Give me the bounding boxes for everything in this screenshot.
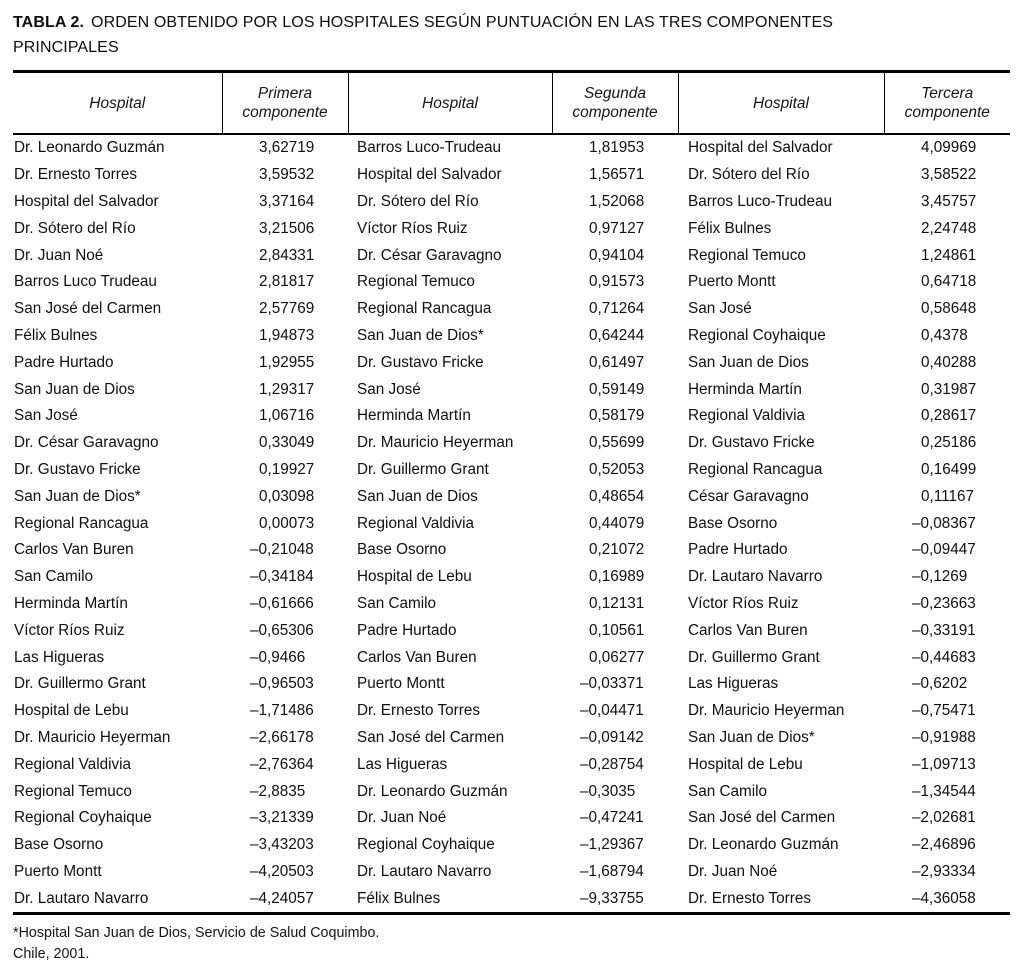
table-row (13, 189, 1010, 216)
hospital-name: Herminda Martín (14, 594, 128, 612)
component-score: 2,57769 (259, 300, 315, 318)
hospital-name: Dr. Gustavo Fricke (14, 460, 141, 478)
hospital-name: Dr. Guillermo Grant (357, 460, 489, 478)
hospital-name: Carlos Van Buren (14, 541, 134, 559)
component-score: –0,44683 (912, 648, 976, 666)
hospital-name: Regional Valdivia (688, 407, 806, 425)
hospital-name: San Juan de Dios* (14, 487, 141, 505)
component-score: 0,03098 (259, 487, 315, 505)
hospital-name: Regional Valdivia (14, 755, 132, 773)
hospital-name: Hospital de Lebu (688, 755, 803, 773)
component-score: –0,6202 (912, 675, 968, 693)
table-row (13, 323, 1010, 350)
hospital-name: Barros Luco-Trudeau (688, 192, 832, 210)
hospital-name: San Juan de Dios* (357, 326, 484, 344)
component-score: –1,68794 (580, 862, 644, 880)
hospital-name: Dr. Guillermo Grant (14, 675, 146, 693)
hospital-name: Regional Coyhaique (14, 809, 152, 827)
header-first-component: Primera componente (222, 72, 348, 135)
component-score: 0,10561 (589, 621, 645, 639)
table-row (13, 483, 1010, 510)
hospital-name: Puerto Montt (357, 675, 445, 693)
table-row (13, 671, 1010, 698)
header-third-component: Tercera componente (884, 72, 1010, 135)
hospital-name: Base Osorno (357, 541, 447, 559)
hospital-name: Puerto Montt (688, 273, 776, 291)
component-score: –3,43203 (250, 836, 314, 854)
component-score: 0,55699 (589, 434, 645, 452)
component-score: 0,58648 (921, 300, 977, 318)
component-score: –0,23663 (912, 594, 976, 612)
hospital-name: Dr. Ernesto Torres (14, 166, 137, 184)
hospital-name: Herminda Martín (688, 380, 802, 398)
hospital-name: San José (14, 407, 78, 425)
footnote-country-year: Chile, 2001. (13, 946, 90, 963)
component-score: –0,33191 (912, 621, 976, 639)
component-score: 3,58522 (921, 166, 977, 184)
hospital-name: Padre Hurtado (14, 353, 114, 371)
component-score: 1,06716 (259, 407, 315, 425)
component-score: 0,21072 (589, 541, 645, 559)
component-score: 0,48654 (589, 487, 645, 505)
component-score: 0,00073 (259, 514, 315, 532)
component-score: –0,91988 (912, 728, 976, 746)
hospital-name: San José (688, 300, 752, 318)
table-row (13, 564, 1010, 591)
hospital-name: Dr. Ernesto Torres (357, 702, 480, 720)
component-score: 0,61497 (589, 353, 645, 371)
table-row (13, 537, 1010, 564)
table-row (13, 885, 1010, 913)
hospital-name: Regional Rancagua (357, 300, 492, 318)
component-score: –0,09142 (580, 728, 644, 746)
header-second-component: Segunda componente (552, 72, 678, 135)
table-title (13, 10, 1010, 60)
component-score: 1,29317 (259, 380, 315, 398)
hospital-name: Víctor Ríos Ruiz (14, 621, 125, 639)
hospital-name: San José del Carmen (357, 728, 505, 746)
hospital-name: Dr. Gustavo Fricke (357, 353, 484, 371)
table-title-line1: ORDEN OBTENIDO POR LOS HOSPITALES SEGÚN PUNTUACIÓN EN LAS TRES COMPONENTES (91, 14, 834, 31)
hospital-name: Dr. Juan Noé (357, 809, 447, 827)
component-score: –0,09447 (912, 541, 976, 559)
component-score: –2,46896 (912, 836, 976, 854)
component-score: –2,8835 (250, 782, 306, 800)
component-score: –1,29367 (580, 836, 644, 854)
table-row (13, 617, 1010, 644)
component-score: –2,02681 (912, 809, 976, 827)
table-body (13, 134, 1010, 914)
component-score: 0,71264 (589, 300, 645, 318)
hospital-name: Dr. Leonardo Guzmán (688, 836, 839, 854)
table-row (13, 591, 1010, 618)
component-score: 1,92955 (259, 353, 315, 371)
component-score: 1,81953 (589, 139, 645, 157)
table-row (13, 832, 1010, 859)
component-score: 2,24748 (921, 219, 977, 237)
hospital-name: San José del Carmen (688, 809, 836, 827)
component-score: 2,81817 (259, 273, 315, 291)
table-row (13, 859, 1010, 886)
hospital-name: Regional Coyhaique (688, 326, 826, 344)
hospital-name: Regional Temuco (357, 273, 475, 291)
hospital-name: César Garavagno (688, 487, 809, 505)
component-score: –0,47241 (580, 809, 644, 827)
hospital-name: Dr. Leonardo Guzmán (14, 139, 165, 157)
table-row (13, 296, 1010, 323)
component-score: 1,56571 (589, 166, 645, 184)
hospital-name: San Juan de Dios (688, 353, 809, 371)
hospital-name: Regional Temuco (688, 246, 806, 264)
component-score: –0,3035 (580, 782, 636, 800)
header-hospital-2: Hospital (348, 72, 552, 135)
component-score: 4,09969 (921, 139, 977, 157)
component-score: –2,93334 (912, 862, 976, 880)
hospital-name: Dr. Guillermo Grant (688, 648, 820, 666)
hospital-name: Las Higueras (357, 755, 448, 773)
component-score: 1,94873 (259, 326, 315, 344)
hospital-name: Dr. Juan Noé (14, 246, 104, 264)
hospital-name: Dr. Juan Noé (688, 862, 778, 880)
component-score: 0,25186 (921, 434, 977, 452)
hospital-name: Dr. Mauricio Heyerman (14, 728, 171, 746)
component-score: 0,91573 (589, 273, 645, 291)
hospital-name: Dr. César Garavagno (357, 246, 502, 264)
component-score: –0,21048 (250, 541, 314, 559)
table-row (13, 403, 1010, 430)
component-score: –0,61666 (250, 594, 314, 612)
hospital-name: Dr. Ernesto Torres (688, 889, 811, 907)
table-row (13, 751, 1010, 778)
footnote-asterisk: *Hospital San Juan de Dios, Servicio de Salud Coquimbo. (13, 925, 380, 942)
hospital-name: Carlos Van Buren (357, 648, 477, 666)
component-score: 3,45757 (921, 192, 977, 210)
hospital-name: San Camilo (688, 782, 768, 800)
hospital-name: Félix Bulnes (688, 219, 772, 237)
table-row (13, 162, 1010, 189)
component-score: 0,59149 (589, 380, 645, 398)
component-score: –0,65306 (250, 621, 314, 639)
header-hospital-3: Hospital (678, 72, 884, 135)
component-score: 0,64244 (589, 326, 645, 344)
table-row (13, 778, 1010, 805)
component-score: –0,04471 (580, 702, 644, 720)
table-row (13, 644, 1010, 671)
hospital-name: Hospital del Salvador (14, 192, 159, 210)
table-row (13, 349, 1010, 376)
hospital-name: Dr. Mauricio Heyerman (688, 702, 845, 720)
component-score: 3,62719 (259, 139, 315, 157)
hospital-name: Padre Hurtado (357, 621, 457, 639)
component-score: 0,06277 (589, 648, 645, 666)
component-score: –0,75471 (912, 702, 976, 720)
table-row (13, 805, 1010, 832)
hospital-name: Base Osorno (688, 514, 778, 532)
table-row (13, 725, 1010, 752)
hospital-name: Las Higueras (14, 648, 105, 666)
hospital-name: Hospital del Salvador (688, 139, 833, 157)
component-score: –9,33755 (580, 889, 644, 907)
hospital-name: San Juan de Dios (357, 487, 478, 505)
hospital-components-table (13, 70, 1010, 915)
hospital-name: San Camilo (14, 568, 94, 586)
table-row (13, 215, 1010, 242)
component-score: 3,21506 (259, 219, 315, 237)
table-row (13, 698, 1010, 725)
component-score: 0,11167 (921, 487, 975, 505)
hospital-name: Puerto Montt (14, 862, 102, 880)
hospital-name: Dr. Leonardo Guzmán (357, 782, 508, 800)
component-score: 0,40288 (921, 353, 977, 371)
table-row (13, 134, 1010, 162)
component-score: 1,24861 (921, 246, 977, 264)
component-score: 0,19927 (259, 460, 315, 478)
component-score: 0,16499 (921, 460, 977, 478)
component-score: –1,34544 (912, 782, 976, 800)
hospital-name: Regional Coyhaique (357, 836, 495, 854)
component-score: 0,16989 (589, 568, 645, 586)
component-score: –4,20503 (250, 862, 314, 880)
table-row (13, 510, 1010, 537)
hospital-name: Regional Rancagua (14, 514, 149, 532)
component-score: –1,09713 (912, 755, 976, 773)
hospital-name: San Camilo (357, 594, 437, 612)
table-number-label: TABLA 2. (13, 14, 85, 31)
component-score: 2,84331 (259, 246, 315, 264)
hospital-name: San Juan de Dios (14, 380, 135, 398)
component-score: 3,37164 (259, 192, 315, 210)
hospital-name: Dr. Sótero del Río (688, 166, 810, 184)
hospital-name: Víctor Ríos Ruiz (357, 219, 468, 237)
hospital-name: Dr. Mauricio Heyerman (357, 434, 514, 452)
component-score: –0,9466 (250, 648, 306, 666)
hospital-name: Dr. Sótero del Río (14, 219, 136, 237)
hospital-name: Barros Luco Trudeau (14, 273, 157, 291)
component-score: 0,64718 (921, 273, 977, 291)
component-score: 0,58179 (589, 407, 645, 425)
component-score: 0,28617 (921, 407, 977, 425)
table-header (13, 72, 1010, 135)
component-score: –4,36058 (912, 889, 976, 907)
hospital-name: Barros Luco-Trudeau (357, 139, 501, 157)
hospital-name: Dr. Lautaro Navarro (14, 889, 149, 907)
component-score: –0,08367 (912, 514, 976, 532)
hospital-name: Regional Temuco (14, 782, 132, 800)
component-score: 0,97127 (589, 219, 645, 237)
hospital-name: Base Osorno (14, 836, 104, 854)
hospital-name: Hospital del Salvador (357, 166, 502, 184)
component-score: –4,24057 (250, 889, 314, 907)
hospital-name: Hospital de Lebu (357, 568, 472, 586)
component-score: –0,1269 (912, 568, 968, 586)
table-row (13, 457, 1010, 484)
component-score: 0,94104 (589, 246, 645, 264)
component-score: –0,34184 (250, 568, 314, 586)
component-score: 0,4378 (921, 326, 968, 344)
component-score: 0,52053 (589, 460, 645, 478)
hospital-name: Félix Bulnes (357, 889, 441, 907)
component-score: 3,59532 (259, 166, 315, 184)
component-score: –0,96503 (250, 675, 314, 693)
component-score: 0,31987 (921, 380, 977, 398)
hospital-name: Hospital de Lebu (14, 702, 129, 720)
component-score: 0,44079 (589, 514, 645, 532)
hospital-name: Dr. Gustavo Fricke (688, 434, 815, 452)
header-hospital-1: Hospital (13, 72, 222, 135)
hospital-name: Félix Bulnes (14, 326, 98, 344)
hospital-name: Dr. Sótero del Río (357, 192, 479, 210)
hospital-name: Carlos Van Buren (688, 621, 808, 639)
hospital-name: Dr. Lautaro Navarro (357, 862, 492, 880)
component-score: –3,21339 (250, 809, 314, 827)
component-score: –2,66178 (250, 728, 314, 746)
hospital-name: Padre Hurtado (688, 541, 788, 559)
component-score: –0,03371 (580, 675, 644, 693)
hospital-name: Víctor Ríos Ruiz (688, 594, 799, 612)
hospital-name: San José (357, 380, 421, 398)
table-row (13, 269, 1010, 296)
hospital-name: Las Higueras (688, 675, 779, 693)
table-row (13, 376, 1010, 403)
hospital-name: San José del Carmen (14, 300, 162, 318)
component-score: –1,71486 (250, 702, 314, 720)
component-score: 0,12131 (589, 594, 645, 612)
component-score: –0,28754 (580, 755, 644, 773)
table-row (13, 430, 1010, 457)
hospital-name: Regional Valdivia (357, 514, 475, 532)
hospital-name: Regional Rancagua (688, 460, 823, 478)
hospital-name: San Juan de Dios* (688, 728, 815, 746)
component-score: 0,33049 (259, 434, 315, 452)
table-row (13, 242, 1010, 269)
component-score: 1,52068 (589, 192, 645, 210)
hospital-name: Herminda Martín (357, 407, 471, 425)
component-score: –2,76364 (250, 755, 314, 773)
hospital-name: Dr. César Garavagno (14, 434, 159, 452)
table-title-line2: PRINCIPALES (13, 39, 119, 56)
hospital-name: Dr. Lautaro Navarro (688, 568, 823, 586)
footnotes (13, 923, 1010, 965)
